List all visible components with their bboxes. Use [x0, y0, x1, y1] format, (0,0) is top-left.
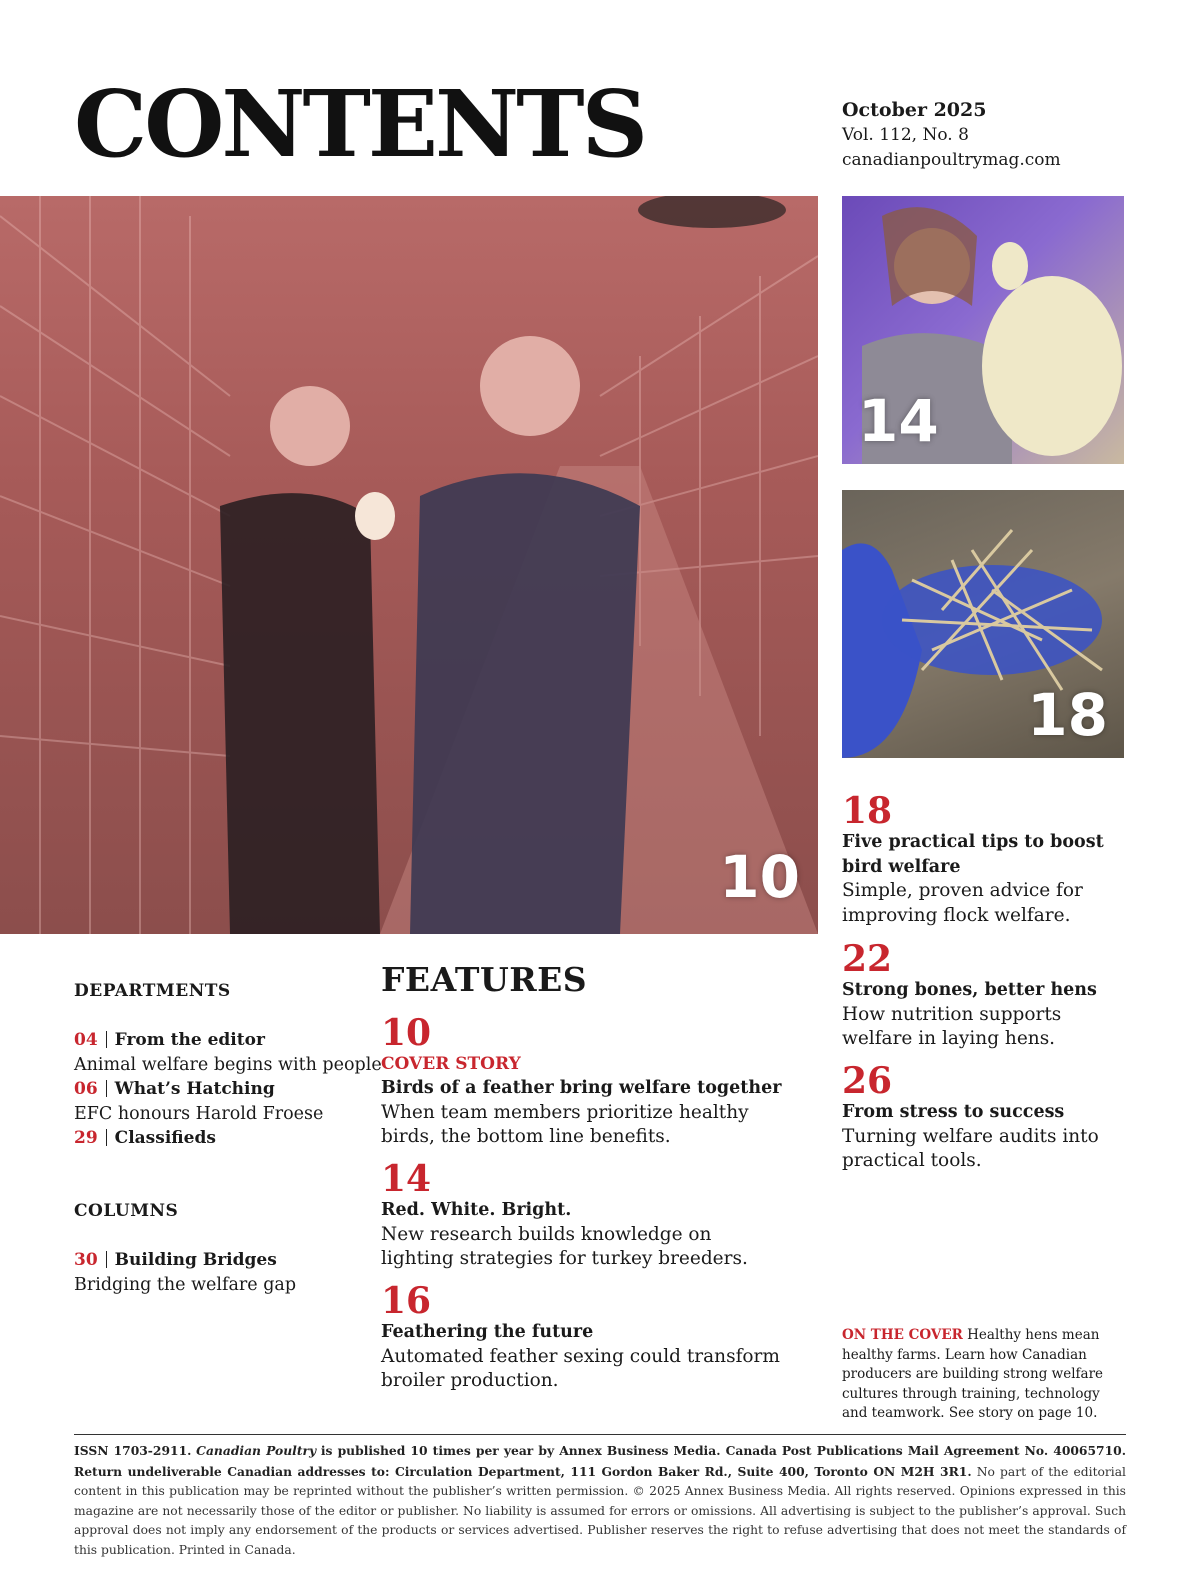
feature-page-number: 26: [842, 1060, 893, 1102]
issue-volume: Vol. 112, No. 8: [842, 125, 969, 145]
department-title: What’s Hatching: [114, 1079, 275, 1099]
feature-description: When team members prioritize healthy birds, the bottom line benefits.: [381, 1101, 749, 1147]
poultry-barn-illustration: [0, 196, 818, 934]
features-heading: FEATURES: [381, 960, 588, 999]
page-title: CONTENTS: [74, 70, 646, 178]
feature-item[interactable]: [842, 940, 1132, 1052]
feature-title: Birds of a feather bring welfare together: [381, 1078, 782, 1098]
issue-info: [842, 98, 1061, 173]
department-title: From the editor: [114, 1030, 265, 1050]
divider: [106, 1080, 107, 1097]
issue-date: October 2025: [842, 99, 987, 121]
feature-item[interactable]: [381, 1282, 781, 1394]
feature-item[interactable]: [842, 792, 1124, 928]
feature-page-number: 18: [842, 790, 893, 832]
feature-page-number: 16: [381, 1280, 432, 1322]
columns-list: [74, 1248, 364, 1297]
footer-divider: [74, 1434, 1126, 1435]
publication-footer: [74, 1441, 1126, 1560]
feature-page-number: 14: [381, 1158, 432, 1200]
photo-page-number-18: 18: [1027, 681, 1108, 749]
department-description: Animal welfare begins with people: [74, 1054, 382, 1075]
publication-name: Canadian Poultry: [196, 1443, 317, 1458]
feature-description: New research builds knowledge on lighting strategies for turkey breeders.: [381, 1223, 748, 1269]
cover-story-kicker: COVER STORY: [381, 1054, 521, 1074]
page-number: 30: [74, 1250, 98, 1270]
column-title: Building Bridges: [114, 1250, 277, 1270]
feature-title: Red. White. Bright.: [381, 1200, 572, 1220]
on-the-cover-text: Healthy hens mean healthy farms. Learn how Canadian producers are building strong welfare cultures through training, technology and teamwork. See story on page 10.: [842, 1327, 1104, 1421]
feature-title: Five practical tips to boost bird welfare: [842, 832, 1104, 877]
publication-details: is published 10 times per year by Annex Business Media. Canada Post Publications Mail Agreement No. 40065710.: [320, 1443, 1126, 1458]
list-item[interactable]: [74, 1126, 364, 1151]
website-link[interactable]: canadianpoultrymag.com: [842, 150, 1061, 170]
page-number: 29: [74, 1128, 98, 1148]
feature-description: Turning welfare audits into practical tools.: [842, 1125, 1099, 1171]
list-item[interactable]: [74, 1028, 364, 1053]
photo-page-number-10: 10: [719, 843, 800, 911]
page-number: 04: [74, 1030, 98, 1050]
legal-notice: No part of the editorial content in this publication may be reprinted without the publisher’s written permission. © 2025 Annex Business Media. All rights reserved. Opinions expressed in this magazine are not necessarily those of the editor or publisher. No liability is assumed for errors or omissions. All advertising is subject to the publisher’s approval. Such approval does not imply any endorsement of the products or services advertised. Publisher reserves the right to refuse advertising that does not meet the standards of this publication. Printed in Canada.: [74, 1464, 1126, 1557]
cover-story-photo[interactable]: [0, 196, 818, 934]
departments-list: [74, 1028, 382, 1151]
feature-item[interactable]: [842, 1062, 1124, 1174]
photo-page-number-14: 14: [858, 387, 939, 455]
litter-sample-photo[interactable]: [842, 490, 1124, 758]
on-the-cover-note: [842, 1326, 1122, 1424]
divider: [106, 1031, 107, 1048]
columns-heading: COLUMNS: [74, 1201, 179, 1221]
feature-item[interactable]: [381, 1014, 801, 1150]
feature-description: Simple, proven advice for improving flock welfare.: [842, 880, 1083, 926]
divider: [106, 1129, 107, 1146]
feature-item[interactable]: [381, 1160, 781, 1272]
turkey-research-photo[interactable]: [842, 196, 1124, 464]
feature-title: From stress to success: [842, 1102, 1065, 1122]
on-the-cover-kicker: ON THE COVER: [842, 1327, 963, 1343]
feature-description: How nutrition supports welfare in laying hens.: [842, 1003, 1062, 1049]
feature-title: Feathering the future: [381, 1322, 594, 1342]
return-address: Return undeliverable Canadian addresses to: Circulation Department, 111 Gordon Baker Rd., Suite 400, Toronto ON M2H 3R1.: [74, 1463, 972, 1479]
page-number: 06: [74, 1079, 98, 1099]
divider: [106, 1251, 107, 1268]
departments-heading: DEPARTMENTS: [74, 981, 231, 1001]
department-description: EFC honours Harold Froese: [74, 1103, 324, 1124]
column-description: Bridging the welfare gap: [74, 1274, 297, 1295]
issn: ISSN 1703-2911.: [74, 1443, 192, 1458]
feature-description: Automated feather sexing could transform broiler production.: [381, 1345, 780, 1391]
feature-page-number: 10: [381, 1012, 432, 1054]
department-title: Classifieds: [114, 1128, 216, 1148]
feature-title: Strong bones, better hens: [842, 980, 1097, 1000]
list-item[interactable]: [74, 1077, 364, 1102]
feature-page-number: 22: [842, 938, 893, 980]
list-item[interactable]: [74, 1248, 364, 1273]
